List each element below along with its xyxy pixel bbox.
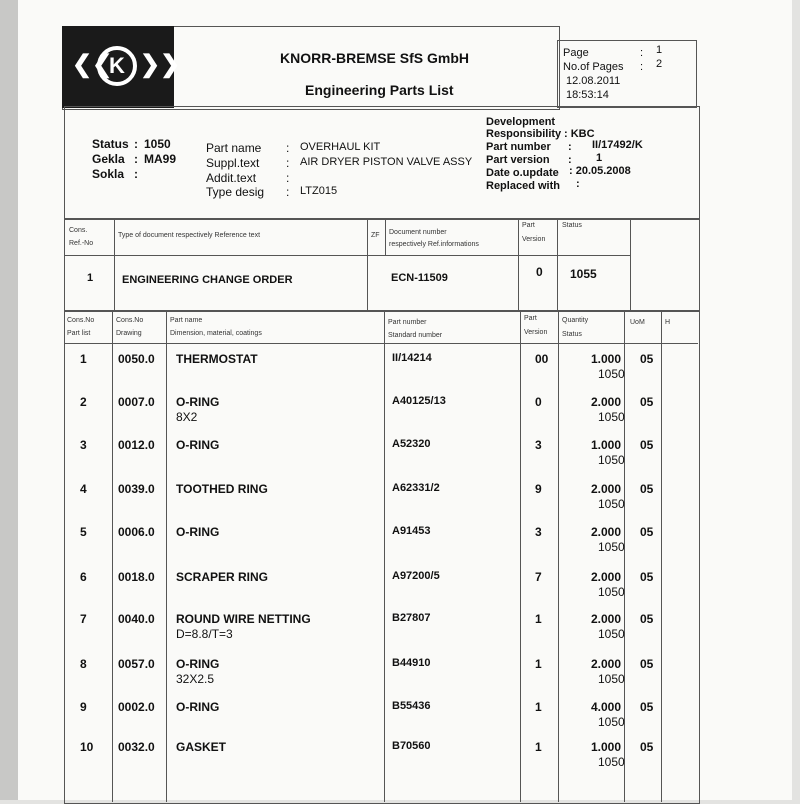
row-part-name: SCRAPER RING	[176, 570, 269, 584]
row-drawing-no: 0032.0	[118, 740, 155, 754]
chevron-left-icon: ❮❮	[72, 51, 113, 78]
row-part-version: 3	[535, 525, 542, 539]
row-uom: 05	[640, 525, 654, 539]
addit-label: Addit.text	[206, 171, 257, 185]
replaced-sep: :	[576, 178, 580, 190]
row-status: 1050	[598, 672, 625, 686]
ref-header-docno2: respectively Ref.informations	[389, 241, 479, 248]
ref-header-zf: ZF	[371, 232, 380, 239]
row-part-number: A62331/2	[392, 482, 440, 494]
row-uom: 05	[640, 395, 654, 409]
row-uom: 05	[640, 700, 654, 714]
suppl-label: Suppl.text	[206, 156, 260, 170]
row-status: 1050	[598, 540, 625, 554]
row-cons-no: 5	[80, 525, 87, 539]
row-status: 1050	[598, 453, 625, 467]
row-cons-no: 9	[80, 700, 87, 714]
parts-header-consno2: Cons.No	[116, 317, 144, 324]
row-part-number: B70560	[392, 740, 431, 752]
row-quantity: 1.000	[591, 438, 622, 452]
row-cons-no: 4	[80, 482, 87, 496]
row-part-number: A52320	[392, 438, 431, 450]
ref-col-divider	[630, 218, 631, 310]
typedesig-label: Type desig	[206, 185, 265, 199]
row-part-version: 1	[535, 700, 542, 714]
partversion-label: Part version	[486, 154, 550, 166]
row-quantity: 4.000	[591, 700, 622, 714]
parts-header-consno: Cons.No	[67, 317, 95, 324]
row-cons-no: 10	[80, 740, 94, 754]
row-drawing-no: 0057.0	[118, 657, 155, 671]
row-part-name: O-RING	[176, 438, 220, 452]
row-cons-no: 2	[80, 395, 87, 409]
row-part-number: B55436	[392, 700, 431, 712]
pages-colon: :	[640, 61, 644, 73]
ref-col-divider	[385, 218, 386, 255]
row-part-version: 9	[535, 482, 542, 496]
gekla-value: MA99	[144, 152, 177, 166]
row-quantity: 2.000	[591, 612, 622, 626]
parts-table-frame	[64, 310, 700, 804]
row-status: 1050	[598, 585, 625, 599]
parts-col-divider	[558, 310, 559, 802]
ref-row-text: ENGINEERING CHANGE ORDER	[122, 274, 293, 286]
row-status: 1050	[598, 755, 625, 769]
company-name: KNORR-BREMSE SfS GmbH	[280, 50, 470, 66]
row-drawing-no: 0002.0	[118, 700, 155, 714]
pages-value: 2	[656, 58, 663, 70]
row-dimension: 8X2	[176, 410, 198, 424]
row-drawing-no: 0018.0	[118, 570, 155, 584]
row-cons-no: 8	[80, 657, 87, 671]
development-label: Development	[486, 116, 556, 128]
row-drawing-no: 0050.0	[118, 352, 155, 366]
parts-header-status: Status	[562, 331, 582, 338]
row-dimension: 32X2.5	[176, 672, 215, 686]
row-part-number: II/14214	[392, 352, 432, 364]
row-part-name: TOOTHED RING	[176, 482, 268, 496]
row-part-number: A91453	[392, 525, 431, 537]
partname-value: OVERHAUL KIT	[300, 141, 381, 153]
parts-header-drawing: Drawing	[116, 330, 142, 337]
k-emblem-icon: K	[97, 46, 137, 86]
replaced-label: Replaced with	[486, 180, 560, 192]
page-value: 1	[656, 44, 663, 56]
typedesig-value: LTZ015	[300, 185, 338, 197]
ref-row-doc: ECN-11509	[391, 272, 448, 284]
ref-header-part: Part	[522, 222, 535, 229]
row-cons-no: 1	[80, 352, 87, 366]
row-uom: 05	[640, 570, 654, 584]
suppl-value: AIR DRYER PISTON VALVE ASSY	[300, 156, 473, 168]
ref-header-cons: Cons.	[69, 227, 88, 234]
parts-header-partname: Part name	[170, 317, 203, 324]
print-time: 18:53:14	[566, 89, 609, 101]
parts-header-part: Part	[524, 315, 537, 322]
row-quantity: 2.000	[591, 395, 622, 409]
row-quantity: 2.000	[591, 482, 622, 496]
partnumber-label: Part number	[486, 141, 551, 153]
partnumber-sep: :	[568, 141, 572, 153]
row-status: 1050	[598, 497, 625, 511]
parts-header-version: Version	[524, 329, 548, 336]
ref-header-refno: Ref.-No	[69, 240, 94, 247]
row-uom: 05	[640, 352, 654, 366]
row-drawing-no: 0039.0	[118, 482, 155, 496]
row-status: 1050	[598, 715, 625, 729]
gekla-sep: :	[134, 152, 138, 166]
partversion-sep: :	[568, 154, 572, 166]
ref-col-divider	[367, 218, 368, 310]
status-label: Status	[92, 137, 129, 151]
row-quantity: 1.000	[591, 740, 622, 754]
ref-header-version: Version	[522, 236, 546, 243]
parts-col-divider	[166, 310, 167, 802]
row-part-version: 3	[535, 438, 542, 452]
row-quantity: 2.000	[591, 657, 622, 671]
parts-header-dimension: Dimension, material, coatings	[170, 330, 262, 337]
pages-label: No.of Pages	[563, 61, 624, 73]
parts-header-h: H	[665, 319, 671, 326]
row-part-version: 1	[535, 740, 542, 754]
partversion-value: 1	[596, 152, 603, 164]
addit-sep: :	[286, 171, 290, 185]
row-part-name: GASKET	[176, 740, 227, 754]
background-edge	[0, 0, 20, 800]
row-cons-no: 7	[80, 612, 87, 626]
row-quantity: 1.000	[591, 352, 622, 366]
ref-col-divider	[518, 218, 519, 310]
row-dimension: D=8.8/T=3	[176, 627, 233, 641]
ref-header-status: Status	[562, 222, 582, 229]
row-part-name: O-RING	[176, 395, 220, 409]
row-drawing-no: 0040.0	[118, 612, 155, 626]
partnumber-value: II/17492/K	[592, 139, 643, 151]
row-part-number: A97200/5	[392, 570, 440, 582]
status-value: 1050	[144, 137, 171, 151]
parts-header-stdnum: Standard number	[388, 332, 443, 339]
responsibility-label: Responsibility	[486, 128, 562, 140]
row-quantity: 2.000	[591, 570, 622, 584]
parts-col-divider	[520, 310, 521, 802]
parts-header-divider	[64, 343, 698, 344]
row-part-version: 1	[535, 657, 542, 671]
ref-row-version: 0	[536, 265, 543, 279]
reference-header-divider	[64, 255, 630, 256]
row-uom: 05	[640, 438, 654, 452]
page-colon: :	[640, 47, 644, 59]
page-label: Page	[563, 47, 589, 59]
row-part-number: A40125/13	[392, 395, 446, 407]
ref-col-divider	[557, 218, 558, 310]
status-sep: :	[134, 137, 138, 151]
document-title: Engineering Parts List	[305, 82, 454, 98]
row-part-name: THERMOSTAT	[176, 352, 258, 366]
suppl-sep: :	[286, 156, 290, 170]
row-part-name: O-RING	[176, 525, 220, 539]
row-status: 1050	[598, 410, 625, 424]
row-part-version: 1	[535, 612, 542, 626]
row-part-version: 7	[535, 570, 542, 584]
row-cons-no: 3	[80, 438, 87, 452]
row-cons-no: 6	[80, 570, 87, 584]
parts-col-divider	[384, 310, 385, 802]
row-part-number: B44910	[392, 657, 431, 669]
row-uom: 05	[640, 482, 654, 496]
responsibility-value: : KBC	[564, 128, 595, 140]
partname-label: Part name	[206, 141, 262, 155]
row-part-version: 00	[535, 352, 549, 366]
row-drawing-no: 0006.0	[118, 525, 155, 539]
row-uom: 05	[640, 657, 654, 671]
row-status: 1050	[598, 627, 625, 641]
sokla-sep: :	[134, 167, 138, 181]
row-part-name: ROUND WIRE NETTING	[176, 612, 311, 626]
chevron-right-icon: ❯❯	[140, 51, 181, 78]
parts-col-divider	[112, 310, 113, 802]
parts-header-uom: UoM	[630, 319, 645, 326]
ref-header-docno: Document number	[389, 229, 447, 236]
print-date: 12.08.2011	[566, 75, 621, 87]
gekla-label: Gekla	[92, 152, 125, 166]
row-part-name: O-RING	[176, 657, 220, 671]
ref-col-divider	[114, 218, 115, 310]
row-part-version: 0	[535, 395, 542, 409]
sokla-label: Sokla	[92, 167, 125, 181]
parts-col-divider	[661, 310, 662, 802]
ref-row-status: 1055	[570, 267, 597, 281]
parts-header-quantity: Quantity	[562, 317, 589, 324]
dateupdate-value: : 20.05.2008	[569, 165, 631, 177]
row-status: 1050	[598, 367, 625, 381]
row-uom: 05	[640, 612, 654, 626]
row-uom: 05	[640, 740, 654, 754]
row-drawing-no: 0007.0	[118, 395, 155, 409]
partname-sep: :	[286, 141, 290, 155]
ref-header-type: Type of document respectively Reference text	[118, 232, 261, 239]
company-logo	[62, 26, 181, 108]
dateupdate-label: Date o.update	[486, 167, 559, 179]
parts-header-partnum: Part number	[388, 319, 427, 326]
row-quantity: 2.000	[591, 525, 622, 539]
row-part-number: B27807	[392, 612, 431, 624]
row-part-name: O-RING	[176, 700, 220, 714]
row-drawing-no: 0012.0	[118, 438, 155, 452]
typedesig-sep: :	[286, 185, 290, 199]
parts-header-partlist: Part list	[67, 330, 91, 337]
ref-row-no: 1	[87, 272, 94, 284]
